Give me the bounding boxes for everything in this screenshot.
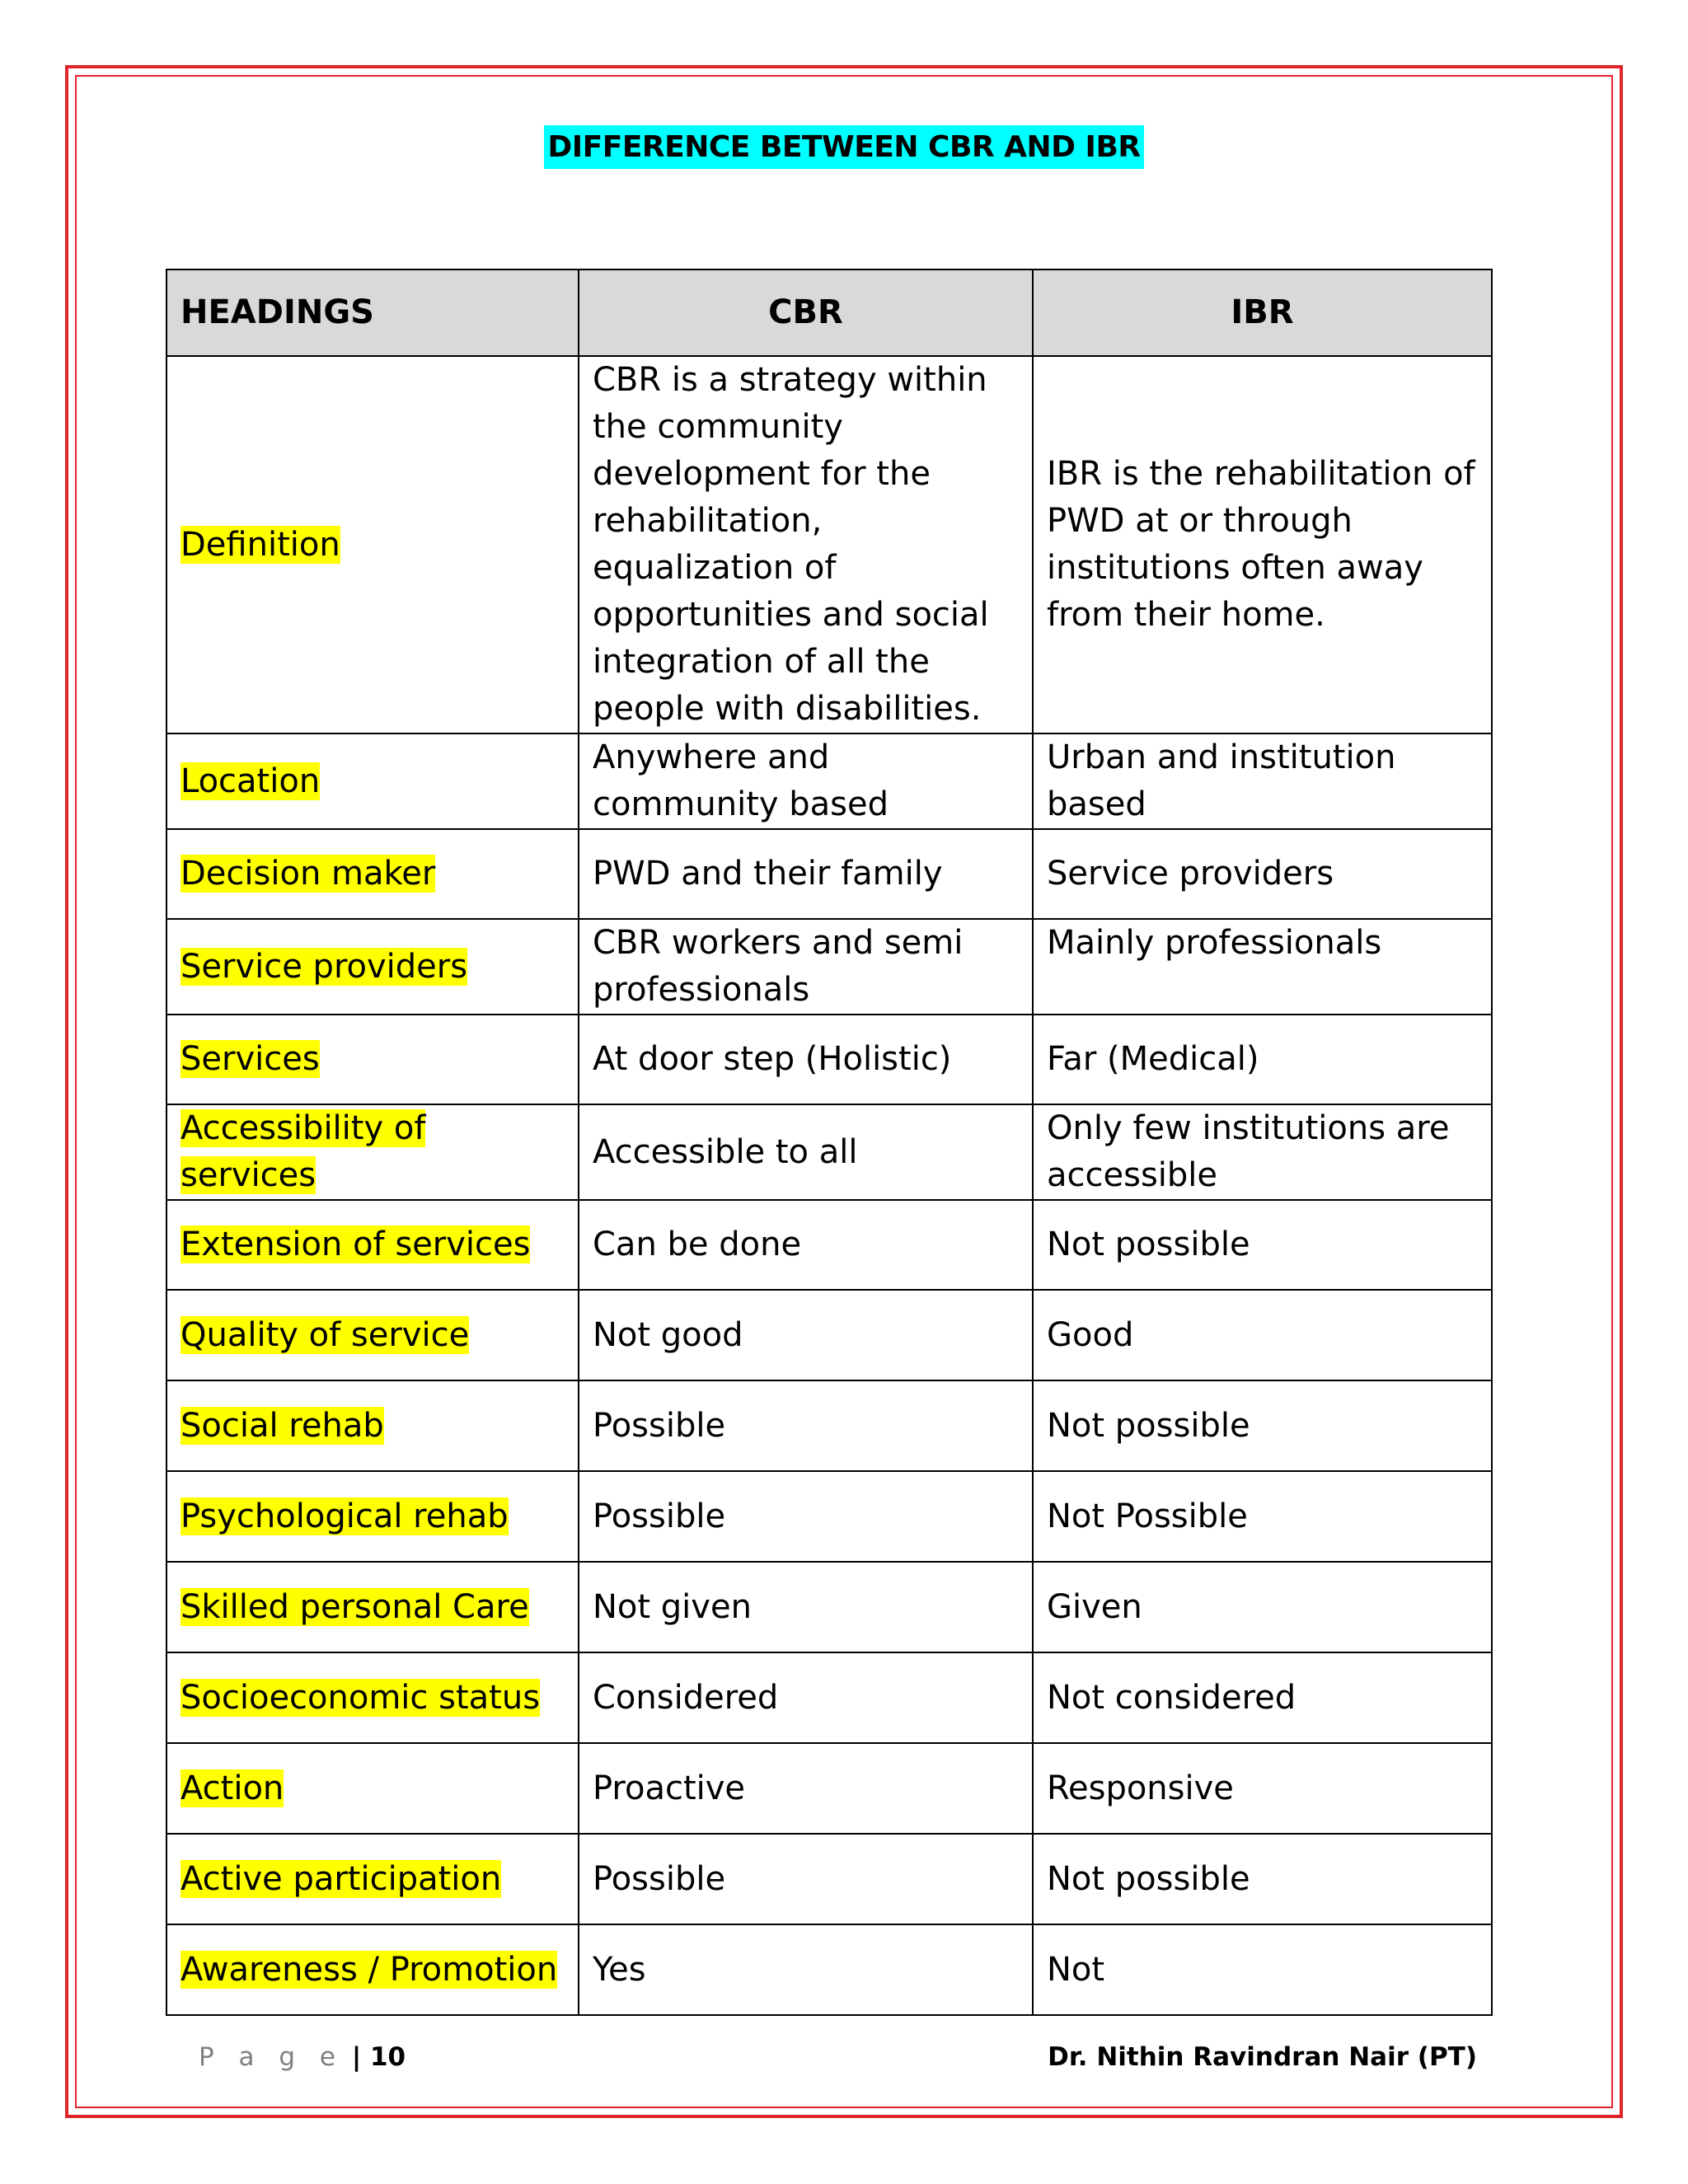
cbr-cell: PWD and their family xyxy=(579,829,1033,919)
table-row xyxy=(166,1834,1492,1924)
header-ibr: IBR xyxy=(1033,269,1492,356)
heading-label: Socioeconomic status xyxy=(181,1678,541,1717)
cbr-cell: Possible xyxy=(579,1834,1033,1924)
row-heading xyxy=(166,1743,579,1834)
cbr-cell: Possible xyxy=(579,1471,1033,1562)
heading-label: Action xyxy=(181,1769,284,1807)
ibr-cell: Not possible xyxy=(1033,1200,1492,1290)
ibr-cell: Not possible xyxy=(1033,1380,1492,1471)
heading-label: Skilled personal Care xyxy=(181,1587,529,1626)
ibr-cell: Not possible xyxy=(1033,1834,1492,1924)
page-footer-left xyxy=(199,2042,406,2072)
table-row xyxy=(166,733,1492,829)
page-label: P a g e xyxy=(199,2042,345,2072)
heading-label: Psychological rehab xyxy=(181,1497,509,1535)
heading-label: Services xyxy=(181,1040,320,1078)
ibr-cell: Urban and institution based xyxy=(1033,733,1492,829)
comparison-table xyxy=(166,269,1493,2016)
row-heading xyxy=(166,1924,579,2015)
table-row xyxy=(166,1290,1492,1380)
row-heading xyxy=(166,1471,579,1562)
ibr-cell: Responsive xyxy=(1033,1743,1492,1834)
row-heading xyxy=(166,356,579,733)
row-heading xyxy=(166,1834,579,1924)
row-heading xyxy=(166,733,579,829)
heading-label: Extension of services xyxy=(181,1226,531,1263)
cbr-cell: Possible xyxy=(579,1380,1033,1471)
table-row xyxy=(166,1104,1492,1200)
heading-label: Location xyxy=(181,762,321,800)
header-headings: HEADINGS xyxy=(166,269,579,356)
heading-label: Decision maker xyxy=(181,855,436,893)
row-heading xyxy=(166,1562,579,1652)
row-heading xyxy=(166,1104,579,1200)
table-row xyxy=(166,356,1492,733)
cbr-cell: At door step (Holistic) xyxy=(579,1015,1033,1104)
row-heading xyxy=(166,1200,579,1290)
table-row xyxy=(166,1743,1492,1834)
table-row xyxy=(166,1471,1492,1562)
page-title: DIFFERENCE BETWEEN CBR AND IBR xyxy=(544,125,1143,169)
ibr-cell: Mainly professionals xyxy=(1033,919,1492,1015)
heading-label: Service providers xyxy=(181,947,468,986)
table-row xyxy=(166,1015,1492,1104)
ibr-cell: Far (Medical) xyxy=(1033,1015,1492,1104)
row-heading xyxy=(166,829,579,919)
table-row xyxy=(166,1200,1492,1290)
heading-label: Accessibility of services xyxy=(181,1109,426,1194)
title-container xyxy=(0,125,1688,169)
page-number: | 10 xyxy=(351,2042,406,2072)
ibr-cell: Good xyxy=(1033,1290,1492,1380)
heading-label: Definition xyxy=(181,525,340,564)
cbr-cell: CBR workers and semi professionals xyxy=(579,919,1033,1015)
table-row xyxy=(166,1562,1492,1652)
ibr-cell: Only few institutions are accessible xyxy=(1033,1104,1492,1200)
cbr-cell: Not good xyxy=(579,1290,1033,1380)
table-header-row xyxy=(166,269,1492,356)
ibr-cell: Not xyxy=(1033,1924,1492,2015)
cbr-cell: Can be done xyxy=(579,1200,1033,1290)
page-footer-author: Dr. Nithin Ravindran Nair (PT) xyxy=(1048,2042,1477,2072)
cbr-cell: CBR is a strategy within the community development for the rehabilitation, equalization of opportunities and social integration of all the people with disabilities. xyxy=(579,356,1033,733)
row-heading xyxy=(166,919,579,1015)
table-row xyxy=(166,1380,1492,1471)
table-row xyxy=(166,829,1492,919)
row-heading xyxy=(166,1290,579,1380)
cbr-cell: Accessible to all xyxy=(579,1104,1033,1200)
header-cbr: CBR xyxy=(579,269,1033,356)
row-heading xyxy=(166,1652,579,1743)
heading-label: Quality of service xyxy=(181,1315,470,1354)
ibr-cell: Not Possible xyxy=(1033,1471,1492,1562)
ibr-cell: Service providers xyxy=(1033,829,1492,919)
row-heading xyxy=(166,1015,579,1104)
cbr-cell: Anywhere and community based xyxy=(579,733,1033,829)
heading-label: Social rehab xyxy=(181,1406,384,1445)
ibr-cell: Not considered xyxy=(1033,1652,1492,1743)
cbr-cell: Proactive xyxy=(579,1743,1033,1834)
table-row xyxy=(166,919,1492,1015)
cbr-cell: Yes xyxy=(579,1924,1033,2015)
cbr-cell: Considered xyxy=(579,1652,1033,1743)
table-row xyxy=(166,1924,1492,2015)
heading-label: Active participation xyxy=(181,1859,502,1898)
heading-label: Awareness / Promotion xyxy=(181,1950,558,1989)
ibr-cell: Given xyxy=(1033,1562,1492,1652)
row-heading xyxy=(166,1380,579,1471)
cbr-cell: Not given xyxy=(579,1562,1033,1652)
ibr-cell: IBR is the rehabilitation of PWD at or through institutions often away from their home. xyxy=(1033,356,1492,733)
table-row xyxy=(166,1652,1492,1743)
